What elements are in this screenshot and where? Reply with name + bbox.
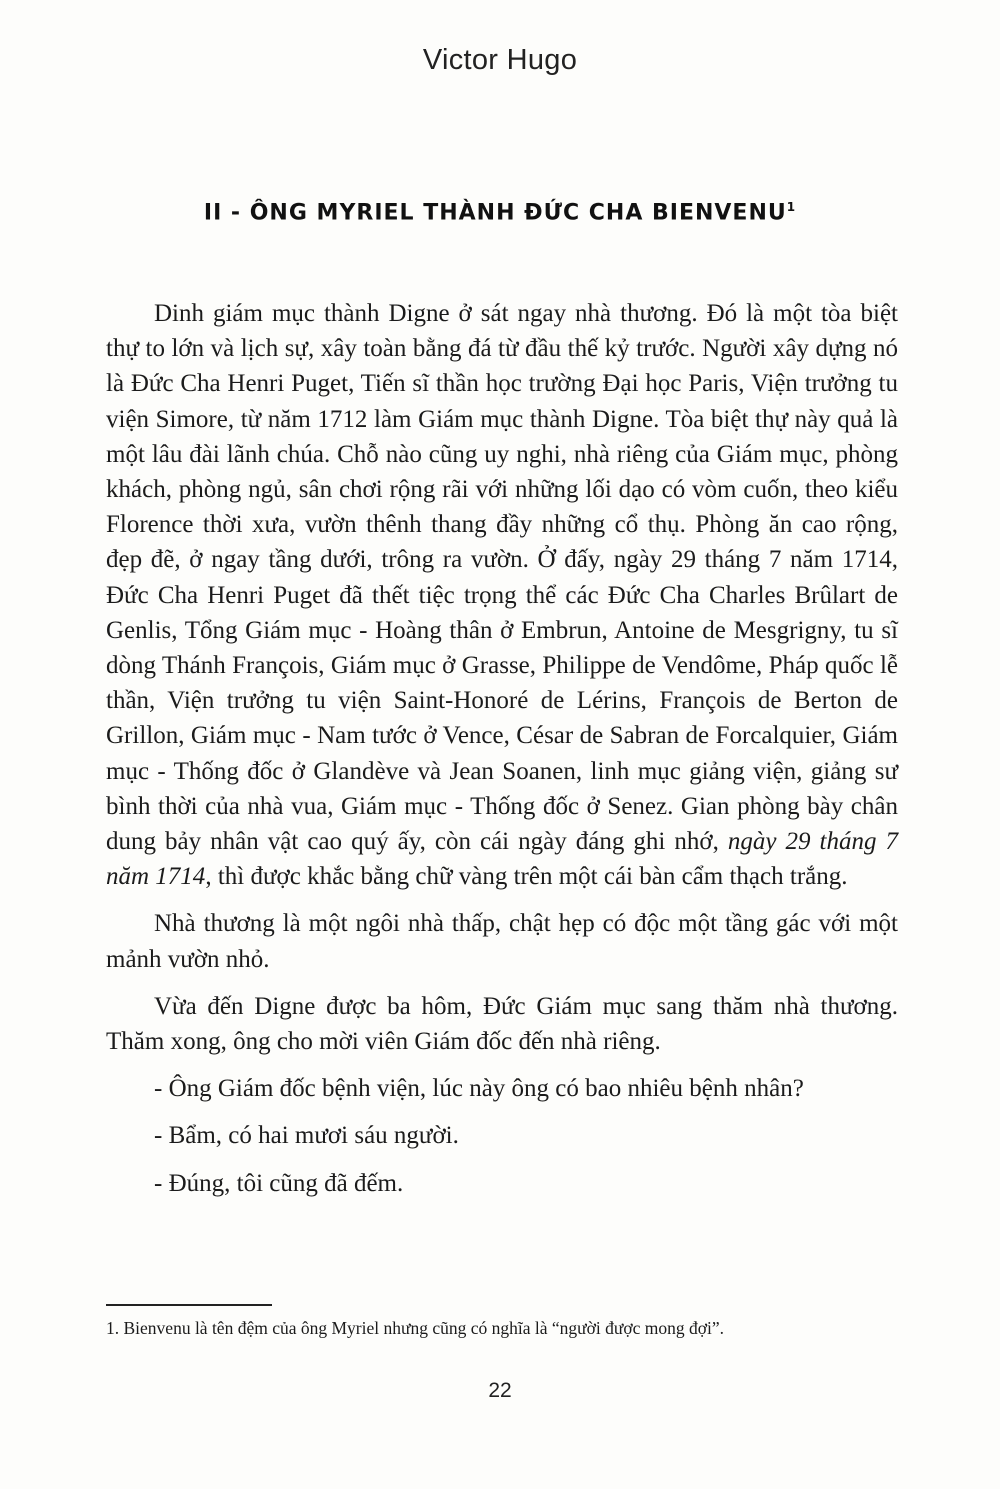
dialogue-line-2: - Bẩm, có hai mươi sáu người. [154, 1122, 459, 1150]
running-header: Victor Hugo [422, 44, 578, 76]
body-text [106, 296, 898, 1213]
paragraph-3: Vừa đến Digne được ba hôm, Đức Giám mục sang thăm nhà thương. Thăm xong, ông cho mời viên Giám đốc đến nhà riêng. [106, 992, 898, 1056]
paragraph-1-text-b: , thì được khắc bằng chữ vàng trên một cái bàn cẩm thạch trắng. [205, 863, 848, 891]
footnote-marker: 1 [786, 200, 797, 214]
paragraph-1 [106, 296, 898, 894]
chapter-title [0, 200, 1000, 225]
chapter-title-text: II - ÔNG MYRIEL THÀNH ĐỨC CHA BIENVENU [203, 200, 787, 226]
dialogue-line-1: - Ông Giám đốc bệnh viện, lúc này ông có bao nhiêu bệnh nhân? [154, 1075, 804, 1103]
page-number: 22 [488, 1379, 512, 1402]
dialogue-line-3: - Đúng, tôi cũng đã đếm. [154, 1169, 404, 1197]
footnote: 1. Bienvenu là tên đệm của ông Myriel nhưng cũng có nghĩa là “người được mong đợi”. [106, 1318, 725, 1338]
paragraph-2: Nhà thương là một ngôi nhà thấp, chật hẹp có độc một tầng gác với một mảnh vườn nhỏ. [106, 910, 898, 973]
footnote-divider [106, 1304, 272, 1306]
paragraph-1-italic-date: ngày 29 tháng 7 năm 1714 [106, 828, 899, 891]
paragraph-1-text-a: Dinh giám mục thành Digne ở sát ngay nhà thương. Đó là một tòa biệt thự to lớn và lịch sự, xây toàn bằng đá từ đầu thế kỷ trước. Người xây dựng nó là Đức Cha Henri Puget, Tiến sĩ thần học trường Đại học Paris, Viện trưởng tu viện Simore, từ năm 1712 làm Giám mục thành Digne. Tòa biệt thự này quả là một lâu đài lãnh chúa. Chỗ nào cũng uy nghi, nhà riêng của Giám mục, phòng khách, phòng ngủ, sân chơi rộng rãi với những lối dạo có vòm cuốn, theo kiểu Florence thời xưa, vườn thênh thang đầy những cổ thụ. Phòng ăn cao rộng, đẹp đẽ, ở ngay tầng dưới, trông ra vườn. Ở đấy, ngày 29 tháng 7 năm 1714, Đức Cha Henri Puget đã thết tiệc trọng thể các Đức Cha Charles Brûlart de Genlis, Tổng Giám mục - Hoàng thân ở Embrun, Antoine de Mesgrigny, tu sĩ dòng Thánh François, Giám mục ở Grasse, Philippe de Vendôme, Pháp quốc lễ thần, Viện trưởng tu viện Saint-Honoré de Lérins, François de Berton de Grillon, Giám mục - Nam tước ở Vence, César de Sabran de Forcalquier, Giám mục - Thống đốc ở Glandève và Jean Soanen, linh mục giảng viện, giảng sư bình thời của nhà vua, Giám mục - Thống đốc ở Senez. Gian phòng bày chân dung bảy nhân vật cao quý ấy, còn cái ngày đáng ghi nhớ, [106, 300, 898, 856]
